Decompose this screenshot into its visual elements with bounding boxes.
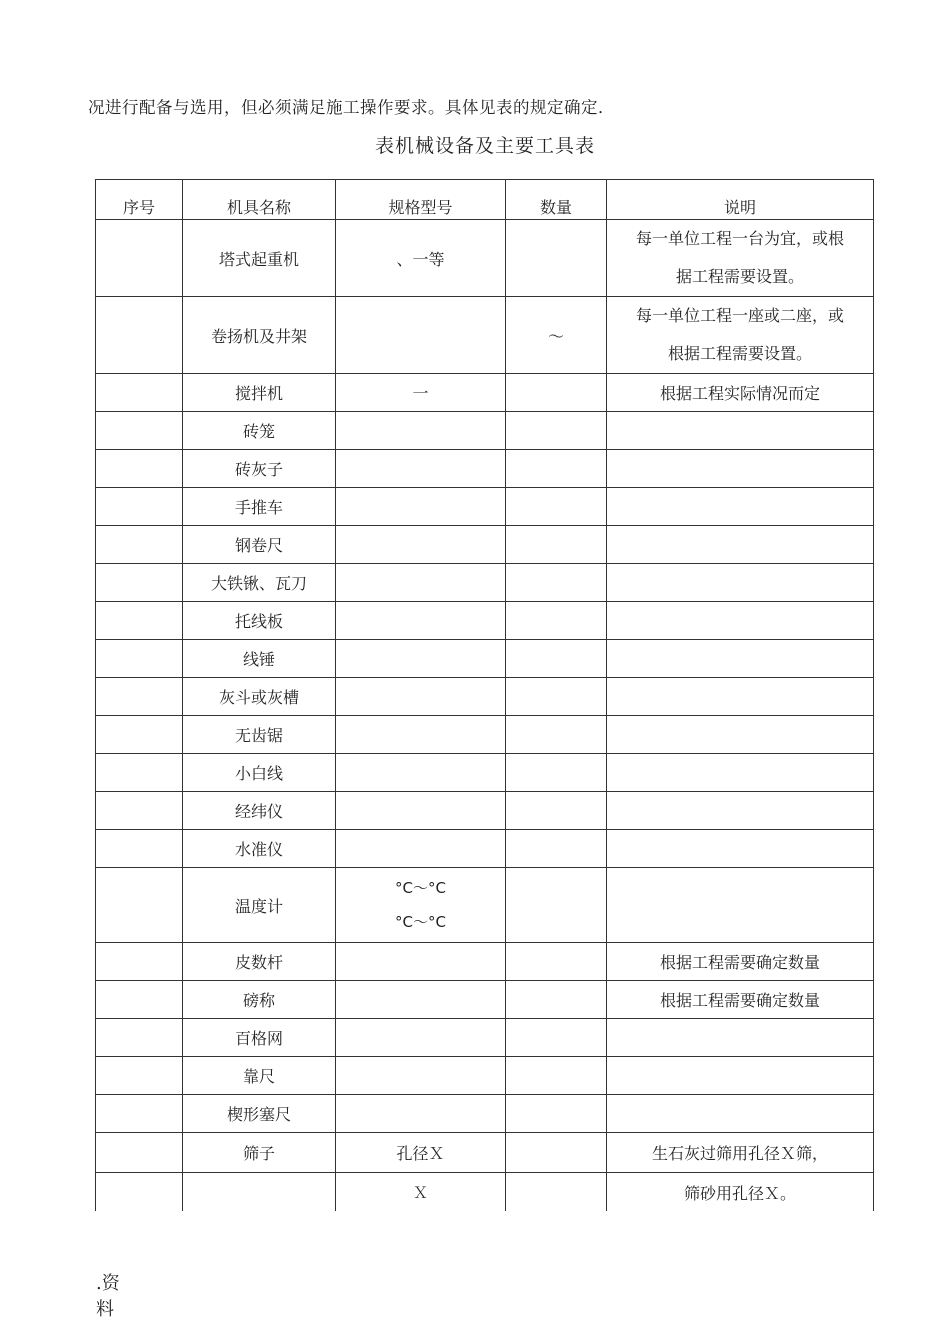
table-row [96,374,874,412]
cell-spec [336,1019,506,1057]
cell-qty [506,374,607,412]
cell-note [607,640,874,678]
cell-note [607,526,874,564]
cell-name: 线锤 [183,640,336,678]
cell-qty [506,716,607,754]
intro-text: 况进行配备与选用，但必须满足施工操作要求。具体见表的规定确定． [88,98,615,117]
footer-line: .资 [96,1273,120,1294]
cell-note [607,412,874,450]
table-row [96,792,874,830]
cell-qty [506,640,607,678]
cell-spec: 一 [336,374,506,412]
cell-qty [506,412,607,450]
cell-no [96,412,183,450]
cell-name: 大铁锹、瓦刀 [183,564,336,602]
cell-name: 卷扬机及井架 [183,297,336,374]
cell-name: 钢卷尺 [183,526,336,564]
cell-name: 温度计 [183,868,336,943]
table-title: 表机械设备及主要工具表 [374,135,595,157]
table-header-row [96,180,874,220]
cell-name: 搅拌机 [183,374,336,412]
cell-name: 百格网 [183,1019,336,1057]
cell-qty [506,1133,607,1173]
table-row [96,678,874,716]
cell-name: 塔式起重机 [183,220,336,297]
cell-no [96,374,183,412]
cell-note [607,564,874,602]
table-row [96,564,874,602]
cell-qty [506,678,607,716]
cell-qty [506,981,607,1019]
cell-spec: 孔径Ｘ [336,1133,506,1173]
cell-spec: 、一等 [336,220,506,297]
cell-note [607,678,874,716]
cell-spec [336,488,506,526]
cell-no [96,830,183,868]
cell-note: 筛砂用孔径Ｘ。 [607,1173,874,1212]
cell-name: 砖灰子 [183,450,336,488]
cell-no [96,1057,183,1095]
cell-no [96,754,183,792]
cell-spec [336,868,506,943]
cell-qty [506,488,607,526]
note-line: 据工程需要设置。 [675,267,804,286]
cell-spec [336,830,506,868]
cell-qty [506,868,607,943]
cell-spec [336,450,506,488]
cell-no [96,868,183,943]
cell-note: 根据工程实际情况而定 [607,374,874,412]
cell-name: 筛子 [183,1133,336,1173]
cell-note [607,1019,874,1057]
cell-name: 磅称 [183,981,336,1019]
cell-spec [336,943,506,981]
footer-line: 料 [96,1299,114,1320]
cell-qty [506,220,607,297]
cell-note [607,297,874,374]
cell-spec [336,564,506,602]
cell-name: 托线板 [183,602,336,640]
cell-note [607,602,874,640]
table-row [96,412,874,450]
cell-spec [336,754,506,792]
cell-no [96,716,183,754]
cell-qty [506,792,607,830]
cell-no [96,526,183,564]
cell-spec [336,1057,506,1095]
cell-name: 楔形塞尺 [183,1095,336,1133]
cell-note: 根据工程需要确定数量 [607,943,874,981]
table-row [96,1173,874,1212]
cell-name: 皮数杆 [183,943,336,981]
cell-no [96,943,183,981]
note-line: 每一单位工程一座或二座，或 [635,306,844,325]
cell-spec [336,526,506,564]
cell-qty [506,450,607,488]
cell-note [607,488,874,526]
cell-spec [336,412,506,450]
note-line: 每一单位工程一台为宜，或根 [635,229,844,248]
cell-qty [506,564,607,602]
cell-qty: ～ [506,297,607,374]
table-row [96,1057,874,1095]
table-row [96,716,874,754]
cell-no [96,1133,183,1173]
cell-qty [506,830,607,868]
header-spec: 规格型号 [336,180,506,220]
cell-no [96,488,183,526]
cell-qty [506,1173,607,1212]
cell-spec: Ｘ [336,1173,506,1212]
cell-spec [336,1095,506,1133]
cell-note [607,450,874,488]
cell-spec [336,678,506,716]
cell-no [96,450,183,488]
cell-note: 根据工程需要确定数量 [607,981,874,1019]
note-line: 根据工程需要设置。 [667,344,812,363]
cell-note [607,1095,874,1133]
table-row [96,868,874,943]
header-note: 说明 [607,180,874,220]
table-row [96,830,874,868]
table-row [96,526,874,564]
table-row [96,1133,874,1173]
cell-no [96,564,183,602]
cell-name: 小白线 [183,754,336,792]
cell-no [96,678,183,716]
cell-qty [506,943,607,981]
cell-spec [336,792,506,830]
cell-no [96,297,183,374]
cell-note [607,792,874,830]
cell-no [96,220,183,297]
cell-spec [336,981,506,1019]
cell-note [607,754,874,792]
footer-mark [96,1271,120,1323]
table-row [96,981,874,1019]
cell-name: 水准仪 [183,830,336,868]
cell-name [183,1173,336,1212]
cell-spec [336,716,506,754]
cell-qty [506,754,607,792]
table-row [96,220,874,297]
cell-qty [506,526,607,564]
header-name: 机具名称 [183,180,336,220]
header-no: 序号 [96,180,183,220]
cell-qty [506,602,607,640]
cell-spec [336,602,506,640]
cell-no [96,602,183,640]
equipment-table [95,179,874,1211]
table-row [96,754,874,792]
cell-spec [336,297,506,374]
cell-no [96,1173,183,1212]
header-qty: 数量 [506,180,607,220]
table-row [96,488,874,526]
cell-no [96,640,183,678]
cell-name: 灰斗或灰槽 [183,678,336,716]
table-row [96,1019,874,1057]
cell-note [607,220,874,297]
cell-note [607,868,874,943]
cell-note [607,1057,874,1095]
cell-no [96,1019,183,1057]
table-row [96,1095,874,1133]
cell-name: 无齿锯 [183,716,336,754]
cell-no [96,981,183,1019]
cell-spec [336,640,506,678]
cell-no [96,792,183,830]
cell-no [96,1095,183,1133]
table-row [96,297,874,374]
table-row [96,450,874,488]
spec-line: °C～°C [395,879,446,897]
cell-note [607,830,874,868]
cell-note [607,716,874,754]
cell-note: 生石灰过筛用孔径Ｘ筛， [607,1133,874,1173]
table-row [96,640,874,678]
cell-name: 靠尺 [183,1057,336,1095]
table-row [96,943,874,981]
spec-line: °C～°C [395,913,446,931]
cell-name: 手推车 [183,488,336,526]
cell-qty [506,1057,607,1095]
cell-qty [506,1095,607,1133]
cell-name: 砖笼 [183,412,336,450]
table-row [96,602,874,640]
cell-qty [506,1019,607,1057]
cell-name: 经纬仪 [183,792,336,830]
